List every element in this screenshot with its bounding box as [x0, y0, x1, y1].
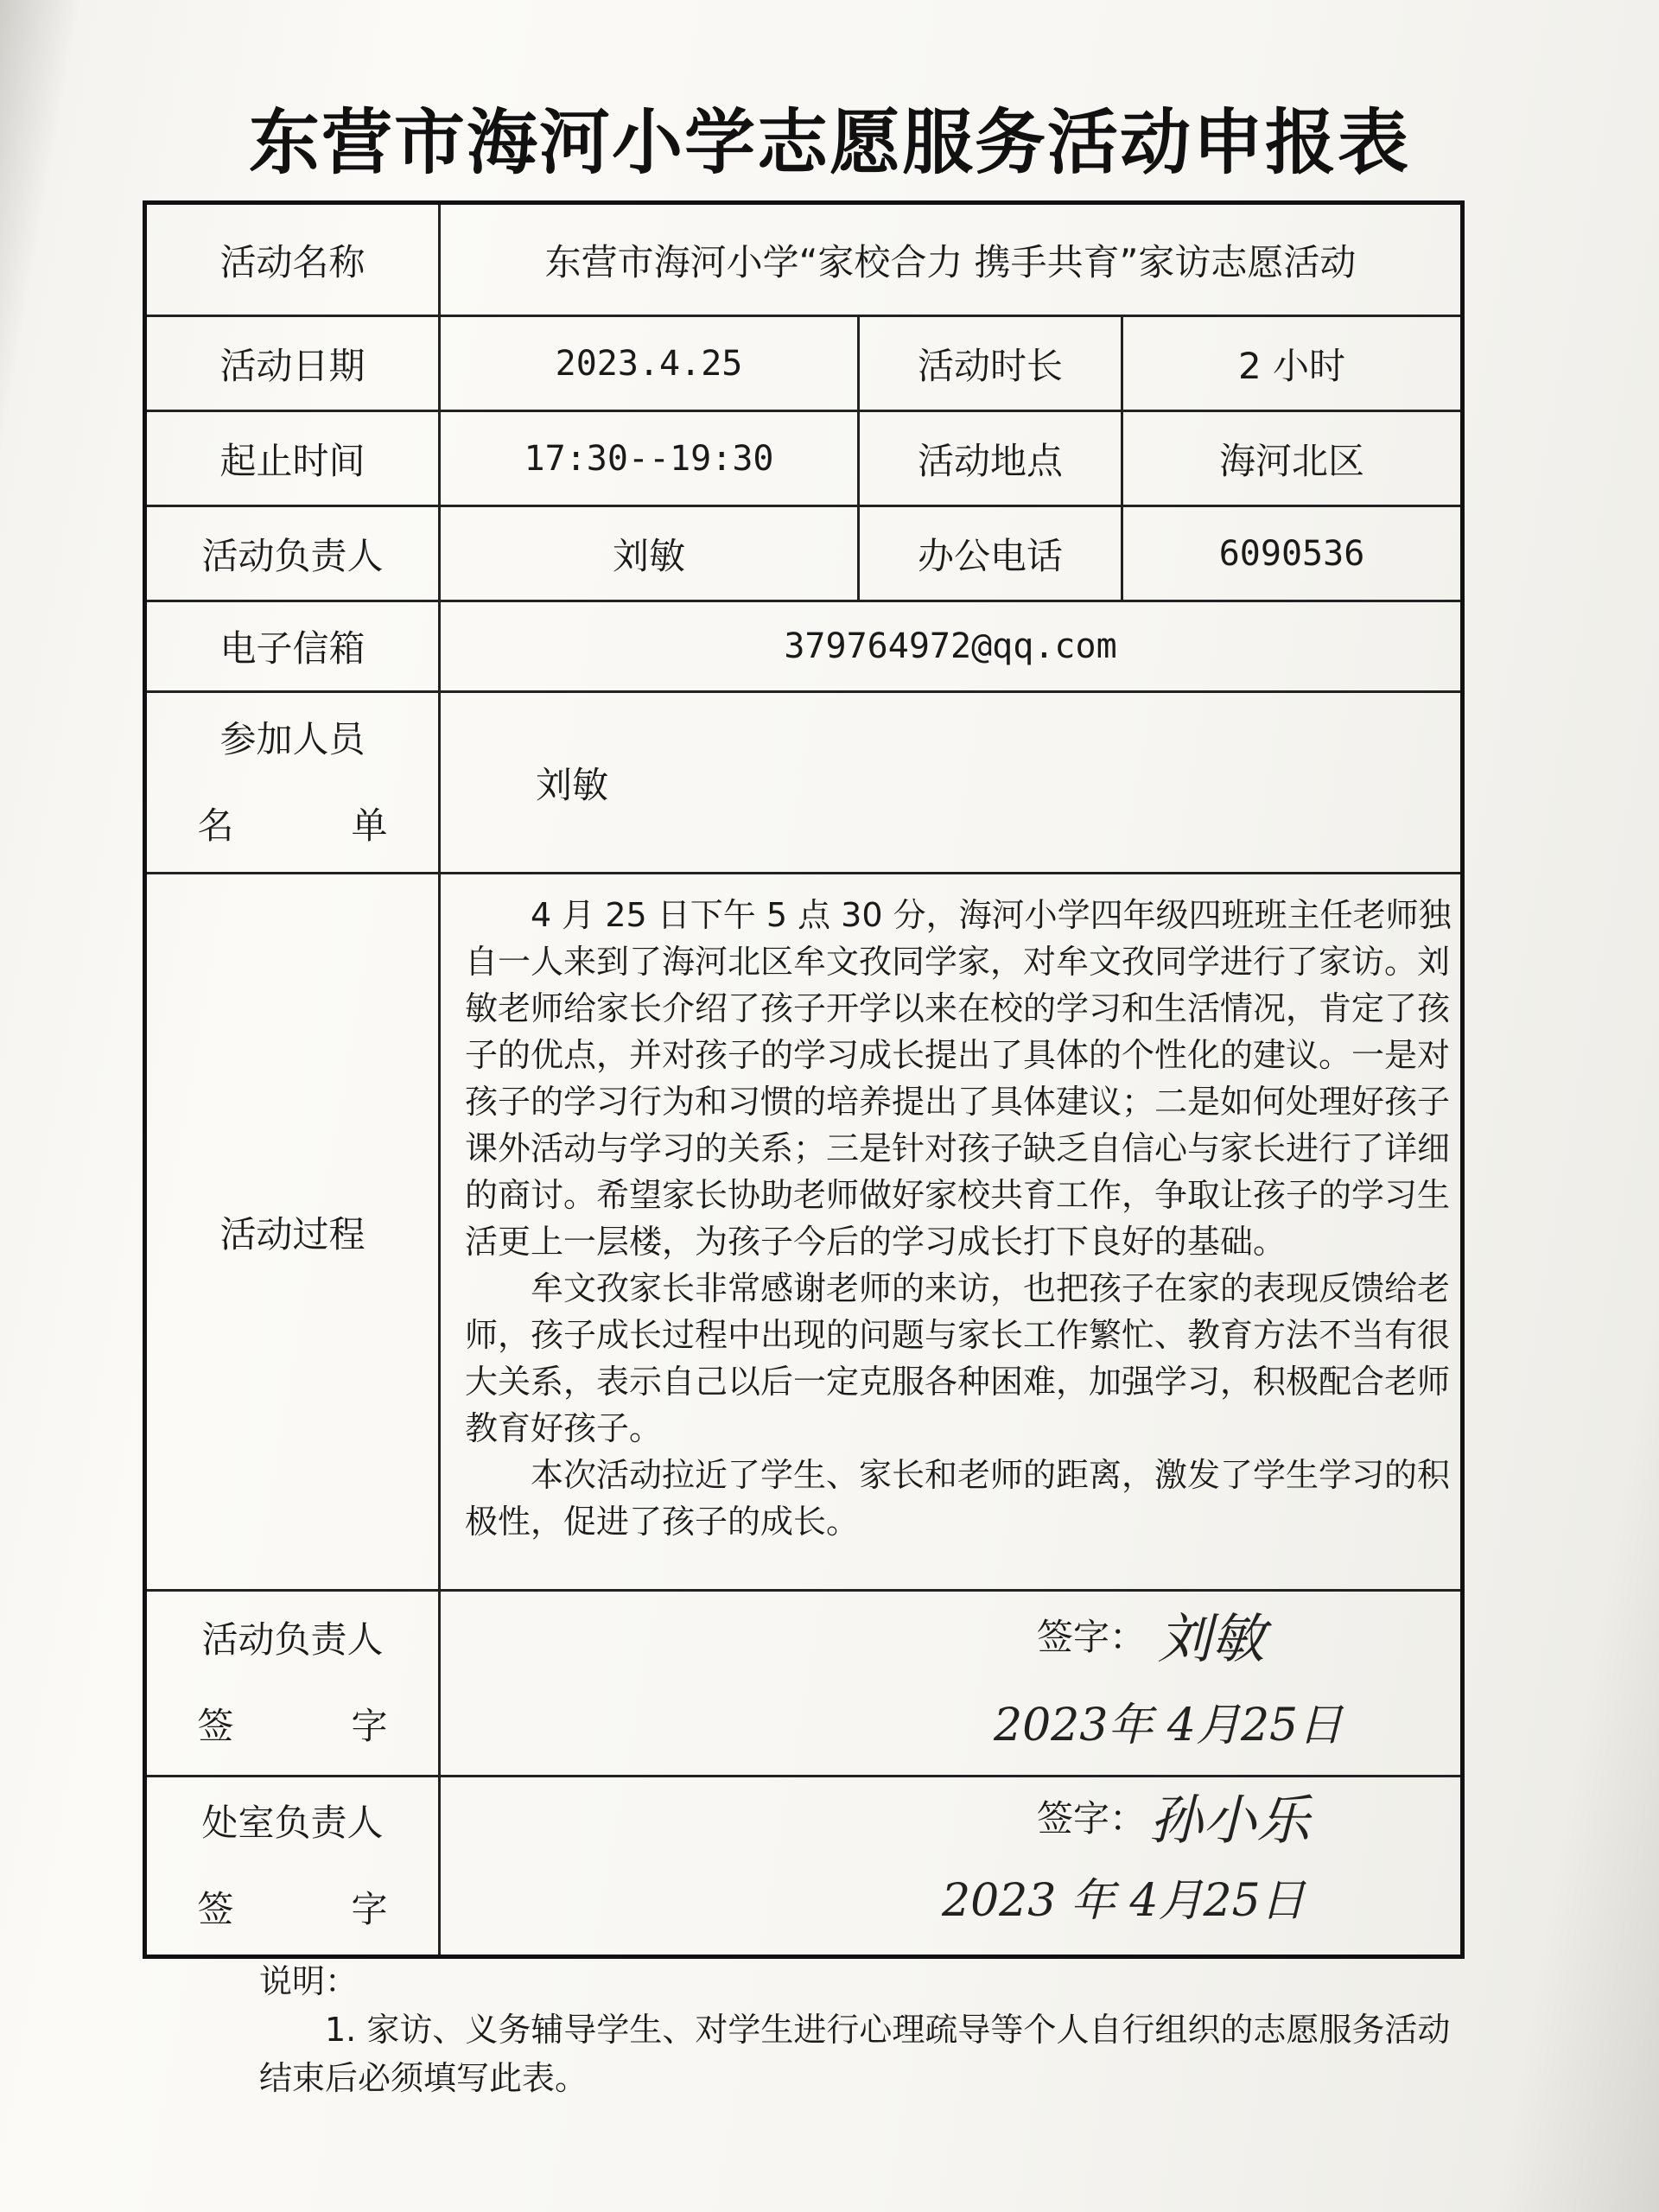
label-time: 起止时间 — [147, 412, 441, 505]
value-process — [441, 874, 1460, 1589]
office-handwritten-signature: 孙小乐 — [1149, 1789, 1311, 1852]
label-participants-char-1: 名 — [197, 804, 234, 847]
form-title: 东营市海河小学志愿服务活动申报表 — [248, 101, 1410, 184]
label-office-signature — [147, 1777, 441, 1955]
label-leader-signature-line2 — [198, 1683, 388, 1770]
label-leader: 活动负责人 — [147, 507, 441, 600]
label-duration: 活动时长 — [860, 317, 1123, 410]
value-location: 海河北区 — [1218, 439, 1364, 482]
row-participants — [147, 693, 1460, 874]
label-office-sign-char-2: 字 — [351, 1887, 388, 1930]
office-sign-date: 2023 年 4月25日 — [942, 1875, 1306, 1927]
label-email: 电子信箱 — [147, 602, 441, 690]
label-office-signature-line2 — [198, 1866, 388, 1953]
label-leader-signature — [147, 1592, 441, 1775]
leader-sign-date: 2023年 4月25日 — [994, 1700, 1344, 1751]
value-participants: 刘敏 — [536, 763, 609, 806]
label-leader-sign-char-1: 签 — [197, 1705, 234, 1747]
label-activity-name: 活动名称 — [147, 205, 441, 315]
notes-section — [259, 1957, 1469, 2102]
row-time — [147, 412, 1460, 507]
notes-heading: 说明： — [259, 1962, 359, 2000]
process-paragraph-1: 4 月 25 日下午 5 点 30 分，海河小学四年级四班班主任老师独自一人来到了海河北区牟文孜同学家，对牟文孜同学进行了家访。刘敏老师给家长介绍了孩子开学以来在校的学习和生活情况，肯定了孩子的优点，并对孩子的学习成长提出了具体的个性化的建议。一是对孩子的学习行为和习惯的培养提出了具体建议；二是如何处理好孩子课外活动与学习的关系；三是针对孩子缺乏自信心与家长进行了详细的商讨。希望家长协助老师做好家校共育工作，争取让孩子的学习生活更上一层楼，为孩子今后的学习成长打下良好的基础。 — [465, 896, 1452, 1261]
row-leader — [147, 507, 1460, 602]
label-location: 活动地点 — [860, 412, 1123, 505]
label-office-signature-line1: 处室负责人 — [201, 1801, 384, 1844]
value-activity-name: 东营市海河小学“家校合力 携手共育”家访志愿活动 — [544, 240, 1357, 283]
value-phone: 6090536 — [1218, 533, 1365, 574]
label-leader-sign-char-2: 字 — [351, 1705, 388, 1747]
row-email — [147, 602, 1460, 693]
value-leader: 刘敏 — [441, 507, 860, 600]
application-form-table — [143, 200, 1465, 1959]
label-participants-line1: 参加人员 — [219, 717, 365, 760]
process-paragraph-2: 牟文孜家长非常感谢老师的来访，也把孩子在家的表现反馈给老师，孩子成长过程中出现的问题与家长工作繁忙、教育方法不当有很大关系，表示自己以后一定克服各种困难，加强学习，积极配合老师教育好孩子。 — [465, 1269, 1451, 1447]
row-leader-signature — [147, 1592, 1460, 1777]
leader-handwritten-signature: 刘敏 — [1158, 1607, 1266, 1670]
label-office-sign-char-1: 签 — [197, 1887, 234, 1930]
leader-signature-area — [441, 1592, 1460, 1775]
row-activity-name — [147, 205, 1460, 317]
row-date — [147, 317, 1460, 412]
label-participants-line2 — [198, 783, 388, 869]
value-duration: 2 小时 — [1237, 344, 1346, 387]
row-process — [147, 874, 1460, 1592]
label-phone: 办公电话 — [860, 507, 1123, 600]
label-participants-char-2: 单 — [351, 804, 388, 847]
value-email: 379764972@qq.com — [784, 626, 1117, 666]
row-office-signature — [147, 1777, 1460, 1955]
label-process: 活动过程 — [147, 874, 441, 1589]
leader-sign-prefix: 签字： — [1037, 1616, 1147, 1658]
label-participants — [147, 693, 441, 872]
value-date: 2023.4.25 — [441, 317, 860, 410]
process-paragraph-3: 本次活动拉近了学生、家长和老师的距离，激发了学生学习的积极性，促进了孩子的成长。 — [465, 1456, 1451, 1541]
notes-item-1: 1. 家访、义务辅导学生、对学生进行心理疏导等个人自行组织的志愿服务活动结束后必须填写此表。 — [259, 2011, 1451, 2097]
office-sign-prefix: 签字： — [1037, 1797, 1147, 1840]
label-date: 活动日期 — [147, 317, 441, 410]
label-leader-signature-line1: 活动负责人 — [201, 1618, 384, 1661]
office-signature-area — [441, 1777, 1460, 1955]
value-time: 17:30--19:30 — [441, 412, 860, 505]
